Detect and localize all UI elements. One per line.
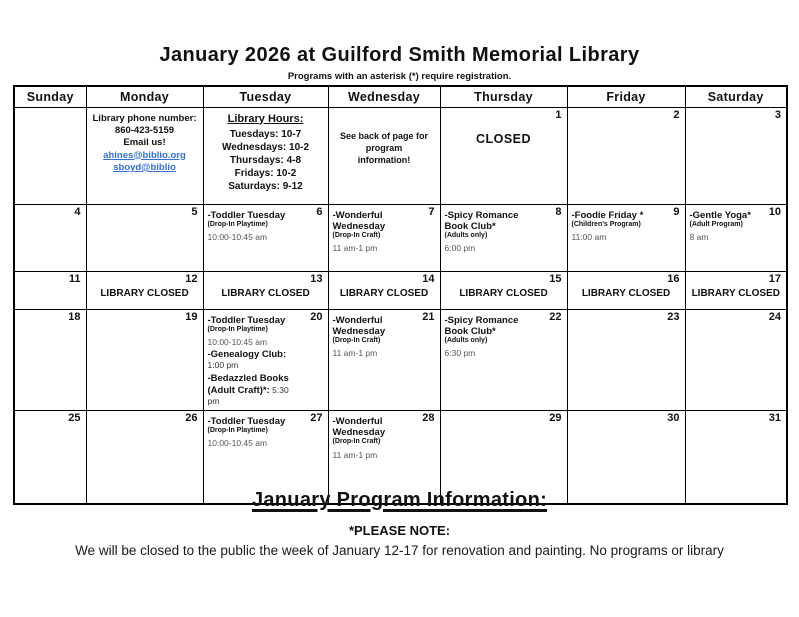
cell-content <box>441 272 567 302</box>
cell-line-closed: CLOSED <box>475 131 532 146</box>
cell-line-info: Library phone number: <box>92 112 197 124</box>
please-note-title: *PLEASE NOTE: <box>348 523 451 538</box>
cell-line-event: -Wonderful Wednesday <box>332 209 386 232</box>
cell-content <box>329 108 440 169</box>
date-number: 2 <box>673 108 680 121</box>
calendar-cell-day-2 <box>567 107 685 204</box>
page-title: January 2026 at Guilford Smith Memorial Library <box>159 44 640 66</box>
calendar-week-row <box>14 204 787 271</box>
cell-line-sub: (Drop-In Playtime) <box>207 220 268 228</box>
date-number: 3 <box>774 108 781 121</box>
date-number: 17 <box>768 272 781 285</box>
calendar-cell-day-1 <box>440 107 567 204</box>
cell-line-hours: Fridays: 10-2 <box>234 168 297 180</box>
calendar-cell-day-4 <box>14 204 86 271</box>
date-number: 16 <box>667 272 680 285</box>
cell-content <box>87 272 203 302</box>
date-number: 23 <box>667 310 680 323</box>
cell-line-library-closed: LIBRARY CLOSED <box>581 287 671 299</box>
weekday-header-wednesday: Wednesday <box>328 86 440 107</box>
cell-line-event: -Bedazzled Books (Adult Craft)*: 5:30 pm <box>207 373 289 406</box>
weekday-header-monday: Monday <box>86 86 203 107</box>
calendar-cell-day-5 <box>86 204 203 271</box>
calendar-cell-day-7 <box>328 204 440 271</box>
cell-content <box>568 272 685 302</box>
cell-line-time: 10:00-10:45 am <box>207 336 268 347</box>
date-number: 6 <box>316 205 323 218</box>
cell-line-time: 11:00 am <box>571 231 607 242</box>
date-number: 25 <box>68 411 81 424</box>
cell-line-sub: (Adults only) <box>444 336 488 344</box>
date-number: 10 <box>768 205 781 218</box>
cell-content <box>204 205 328 245</box>
cell-content <box>204 108 328 197</box>
event-time: 5:30 pm <box>207 384 289 406</box>
date-number: 1 <box>555 108 562 121</box>
calendar-cell-day-24 <box>685 309 787 410</box>
calendar-cell-day-17 <box>685 271 787 309</box>
calendar-cell-day-6 <box>203 204 328 271</box>
calendar-cell-day-12 <box>86 271 203 309</box>
calendar-cell <box>14 107 86 204</box>
cell-line-time: 6:30 pm <box>444 348 476 359</box>
calendar-cell-day-11 <box>14 271 86 309</box>
cell-line-library-closed: LIBRARY CLOSED <box>459 287 548 299</box>
date-number: 22 <box>549 310 562 323</box>
cell-content <box>329 310 440 362</box>
calendar-cell-day-21 <box>328 309 440 410</box>
cell-line-info: Email us! <box>123 137 166 149</box>
weekday-header-row <box>14 86 787 107</box>
cell-line-info: 860-423-5159 <box>114 124 175 136</box>
program-info-heading: January Program Information: <box>251 489 548 511</box>
date-number: 11 <box>68 272 81 285</box>
cell-line-library-closed: LIBRARY CLOSED <box>221 287 310 299</box>
date-number: 8 <box>555 205 562 218</box>
date-number: 13 <box>310 272 323 285</box>
cell-line-time: 10:00-10:45 am <box>207 231 268 242</box>
cell-line-event: -Wonderful Wednesday <box>332 415 386 439</box>
cell-line-hours: Tuesdays: 10-7 <box>229 129 302 141</box>
cell-line-sub: (Drop-In Craft) <box>332 336 381 344</box>
calendar-cell-day-16 <box>567 271 685 309</box>
calendar-cell-day-8 <box>440 204 567 271</box>
date-number: 19 <box>185 310 198 323</box>
cell-line-library-closed: LIBRARY CLOSED <box>691 287 780 299</box>
date-number: 31 <box>768 411 781 424</box>
cell-line-library-closed: LIBRARY CLOSED <box>339 287 429 299</box>
cell-line-hours-title: Library Hours: <box>227 112 304 125</box>
cell-line-event: -Toddler Tuesday <box>207 314 286 326</box>
calendar-week-row <box>14 107 787 204</box>
date-number: 7 <box>428 205 435 218</box>
date-number: 28 <box>422 411 435 424</box>
calendar-cell-day-15 <box>440 271 567 309</box>
cell-line-sub: (Drop-In Craft) <box>332 231 381 239</box>
cell-content <box>87 108 203 178</box>
calendar-week-row <box>14 271 787 309</box>
cell-line-note: See back of page for program information! <box>339 130 429 165</box>
page-subtitle: Programs with an asterisk (*) require registration. <box>287 71 512 82</box>
cell-line-sub: (Drop-In Craft) <box>332 438 381 446</box>
cell-line-event: -Spicy Romance Book Club* <box>444 314 519 337</box>
email-link[interactable]: sboyd@biblio <box>113 161 176 173</box>
calendar-cell-day-14 <box>328 271 440 309</box>
cell-content <box>204 310 328 410</box>
calendar-cell <box>203 107 328 204</box>
cell-line-event: -Gentle Yoga* <box>689 209 751 221</box>
weekday-header-thursday: Thursday <box>440 86 567 107</box>
date-number: 9 <box>673 205 680 218</box>
closure-notice-text: We will be closed to the public the week of January 12-17 for renovation and painting. No programs or library <box>75 543 724 558</box>
date-number: 20 <box>310 310 323 323</box>
cell-line-time: 6:00 pm <box>444 243 476 254</box>
date-number: 15 <box>549 272 562 285</box>
date-number: 4 <box>74 205 81 218</box>
date-number: 30 <box>667 411 680 424</box>
cell-content <box>441 108 567 150</box>
cell-line-sub: (Drop-In Playtime) <box>207 325 268 333</box>
cell-line-event: -Toddler Tuesday <box>207 209 286 221</box>
cell-content <box>329 272 440 302</box>
cell-line-sub: (Adult Program) <box>689 220 743 228</box>
calendar-cell-day-18 <box>14 309 86 410</box>
cell-content <box>568 205 685 245</box>
weekday-header-saturday: Saturday <box>685 86 787 107</box>
date-number: 18 <box>68 310 81 323</box>
cell-line-event: -Spicy Romance Book Club* <box>444 209 519 232</box>
cell-content <box>441 205 567 257</box>
cell-line-time: 8 am <box>689 231 709 242</box>
cell-line-hours: Saturdays: 9-12 <box>228 181 303 193</box>
calendar-cell-day-9 <box>567 204 685 271</box>
date-number: 24 <box>768 310 781 323</box>
date-number: 12 <box>185 272 198 285</box>
cell-line-time: 11 am-1 pm <box>332 243 378 254</box>
calendar-cell-day-23 <box>567 309 685 410</box>
calendar-cell-day-22 <box>440 309 567 410</box>
date-number: 5 <box>191 205 198 218</box>
calendar-cell-day-19 <box>86 309 203 410</box>
cell-content <box>204 411 328 451</box>
event-time: 1:00 pm <box>207 360 239 371</box>
cell-line-time: 10:00-10:45 am <box>207 438 268 449</box>
cell-content <box>329 205 440 257</box>
cell-line-hours: Thursdays: 4-8 <box>229 155 302 167</box>
cell-line-hours: Wednesdays: 10-2 <box>221 142 310 154</box>
date-number: 21 <box>422 310 435 323</box>
date-number: 14 <box>422 272 435 285</box>
date-number: 26 <box>185 411 198 424</box>
weekday-header-sunday: Sunday <box>14 86 86 107</box>
cell-line-sub: (Children's Program) <box>571 220 641 228</box>
calendar-cell-day-20 <box>203 309 328 410</box>
weekday-header-tuesday: Tuesday <box>203 86 328 107</box>
cell-line-event: -Genealogy Club: 1:00 pm <box>207 348 287 371</box>
cell-content <box>329 411 440 463</box>
cell-line-sub: (Drop-In Playtime) <box>207 427 268 435</box>
email-link[interactable]: ahines@biblio.org <box>103 149 186 161</box>
date-number: 29 <box>549 411 562 424</box>
calendar-cell <box>328 107 440 204</box>
calendar-cell-day-13 <box>203 271 328 309</box>
cell-content <box>686 272 787 302</box>
cell-line-event: -Wonderful Wednesday <box>332 314 386 337</box>
cell-content <box>204 272 328 302</box>
cell-line-sub: (Adults only) <box>444 231 488 239</box>
cell-content <box>441 310 567 362</box>
calendar-cell-day-10 <box>685 204 787 271</box>
cell-line-event: -Foodie Friday * <box>571 209 644 221</box>
cell-line-event: -Toddler Tuesday <box>207 415 286 427</box>
calendar-cell-day-3 <box>685 107 787 204</box>
calendar-table <box>13 85 788 505</box>
cell-content <box>686 205 787 245</box>
cell-line-time: 11 am-1 pm <box>332 449 378 460</box>
date-number: 27 <box>310 411 323 424</box>
cell-line-library-closed: LIBRARY CLOSED <box>100 287 189 299</box>
calendar-body <box>14 107 787 504</box>
calendar-week-row <box>14 309 787 410</box>
calendar-cell <box>86 107 203 204</box>
weekday-header-friday: Friday <box>567 86 685 107</box>
cell-line-time: 11 am-1 pm <box>332 348 378 359</box>
